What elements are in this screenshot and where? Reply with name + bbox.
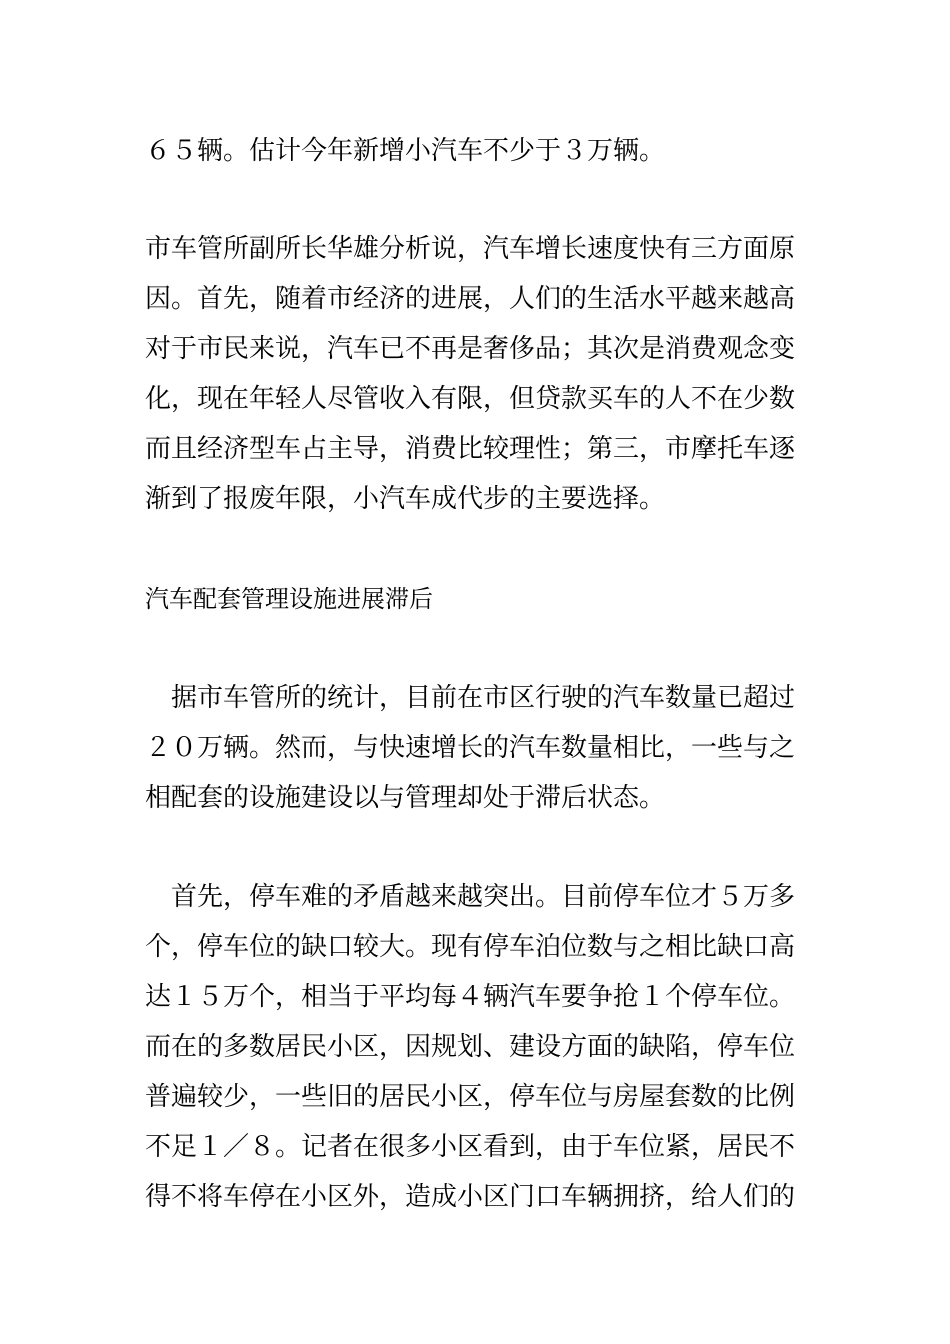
text-line: ２０万辆。然而，与快速增长的汽车数量相比，一些与之 <box>145 733 796 763</box>
text-line: 首先，停车难的矛盾越来越突出。目前停车位才５万多 <box>145 882 796 912</box>
text-line: 相配套的设施建设以与管理却处于滞后状态。 <box>145 783 666 813</box>
text-line: 得不将车停在小区外，造成小区门口车辆拥挤，给人们的 <box>145 1182 796 1212</box>
text-line: 市车管所副所长华雄分析说，汽车增长速度快有三方面原 <box>145 234 796 264</box>
text-line: 化，现在年轻人尽管收入有限，但贷款买车的人不在少数 <box>145 384 796 414</box>
text-line: 据市车管所的统计，目前在市区行驶的汽车数量已超过 <box>145 683 796 713</box>
text-line: 达１５万个，相当于平均每４辆汽车要争抢１个停车位。 <box>145 982 796 1012</box>
text-line: 对于市民来说，汽车已不再是奢侈品；其次是消费观念变 <box>145 334 796 364</box>
text-line: 不足１／８。记者在很多小区看到，由于车位紧，居民不 <box>145 1132 796 1162</box>
text-line: 而且经济型车占主导，消费比较理性；第三，市摩托车逐 <box>145 434 796 464</box>
text-line: 因。首先，随着市经济的进展，人们的生活水平越来越高 <box>145 284 796 314</box>
text-line: 普遍较少，一些旧的居民小区，停车位与房屋套数的比例 <box>145 1082 796 1112</box>
text-line: 个，停车位的缺口较大。现有停车泊位数与之相比缺口高 <box>145 932 796 962</box>
text-line: ６５辆。估计今年新增小汽车不少于３万辆。 <box>145 136 666 166</box>
text-line: 而在的多数居民小区，因规划、建设方面的缺陷，停车位 <box>145 1032 796 1062</box>
text-line: 渐到了报废年限，小汽车成代步的主要选择。 <box>145 484 666 514</box>
section-heading: 汽车配套管理设施进展滞后 <box>145 585 433 613</box>
